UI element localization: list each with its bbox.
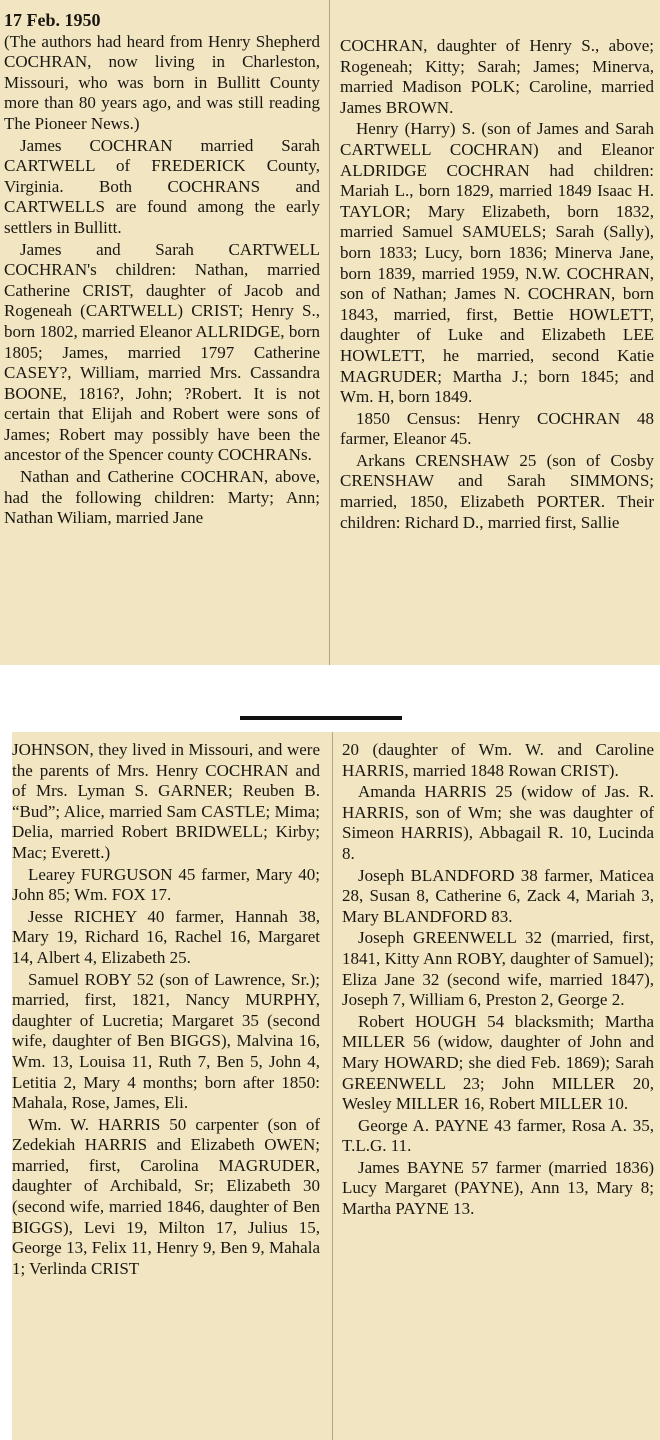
paragraph: James COCHRAN married Sarah CARTWELL of FREDERICK County, Virginia. Both COCHRANS and CARTWELLS are found among the early settlers in Bullitt. bbox=[4, 135, 320, 237]
paragraph: Amanda HARRIS 25 (widow of Jas. R. HARRIS, son of Wm; she was daughter of Simeon HARRIS), Abbagail R. 10, Lucinda 8. bbox=[342, 782, 654, 863]
paragraph: George A. PAYNE 43 farmer, Rosa A. 35, T.L.G. 11. bbox=[342, 1115, 654, 1156]
paragraph: 1850 Census: Henry COCHRAN 48 farmer, Eleanor 45. bbox=[340, 408, 654, 449]
column-left bbox=[12, 732, 320, 1279]
paragraph: Learey FURGUSON 45 farmer, Mary 40; John 85; Wm. FOX 17. bbox=[12, 864, 320, 905]
separator-gap bbox=[0, 665, 660, 732]
paragraph: Joseph BLANDFORD 38 farmer, Maticea 28, Susan 8, Catherine 6, Zack 4, Mariah 3, Mary BLANDFORD 83. bbox=[342, 865, 654, 926]
paragraph: Robert HOUGH 54 blacksmith; Martha MILLER 56 (widow, daughter of John and Mary HOWARD; she died Feb. 1869); Sarah GREENWELL 23; John MILLER 20, Wesley MILLER 16, Robert MILLER 10. bbox=[342, 1011, 654, 1114]
paragraph: Wm. W. HARRIS 50 carpenter (son of Zedekiah HARRIS and Elizabeth OWEN; married, first, Carolina MAGRUDER, daughter of Archibald, Sr; Elizabeth 30 (second wife, married 1846, daughter of Ben BIGGS), Levi 19, Milton 17, Julius 15, George 13, Felix 11, Henry 9, Ben 9, Mahala 1; Verlinda CRIST bbox=[12, 1114, 320, 1278]
paragraph: James BAYNE 57 farmer (married 1836) Lucy Margaret (PAYNE), Ann 13, Mary 8; Martha PAYNE 13. bbox=[342, 1157, 654, 1219]
clipping-bottom bbox=[12, 732, 660, 1440]
paragraph: Joseph GREENWELL 32 (married, first, 1841, Kitty Ann ROBY, daughter of Samuel); Eliza Jane 32 (second wife, married 1847), Joseph 7, William 6, Preston 2, George 2. bbox=[342, 928, 654, 1010]
column-gutter bbox=[329, 0, 330, 665]
paragraph: JOHNSON, they lived in Missouri, and were the parents of Mrs. Henry COCHRAN and of Mrs. Lyman S. GARNER; Reuben B. “Bud”; Alice, married Sam CASTLE; Mima; Delia, married Robert BRIDWELL; Kirby; Mac; Everett.) bbox=[12, 740, 320, 862]
paragraph: Jesse RICHEY 40 farmer, Hannah 38, Mary 19, Richard 16, Rachel 16, Margaret 14, Albert 4, Elizabeth 25. bbox=[12, 906, 320, 967]
column-gutter bbox=[332, 732, 333, 1440]
paragraph: (The authors had heard from Henry Shepherd COCHRAN, now living in Charleston, Missouri, who was born in Bullitt County more than 80 years ago, and was still reading The Pioneer News.) bbox=[4, 31, 320, 133]
paragraph: James and Sarah CARTWELL COCHRAN's children: Nathan, married Catherine CRIST, daughter of Jacob and Rogeneah (CARTWELL) CRIST; Henry S., born 1802, married Eleanor ALLRIDGE, born 1805; James, married 1797 Catherine CASEY?, William, married Mrs. Cassandra BOONE, 1816?, John; ?Robert. It is not certain that Elijah and Robert were sons of James; Robert may possibly have been the ancestor of the Spencer county COCHRANs. bbox=[4, 239, 320, 465]
clipping-top bbox=[0, 0, 660, 665]
column-right bbox=[340, 0, 654, 533]
paragraph: 20 (daughter of Wm. W. and Caroline HARRIS, married 1848 Rowan CRIST). bbox=[342, 740, 654, 780]
paragraph: Arkans CRENSHAW 25 (son of Cosby CRENSHAW and Sarah SIMMONS; married, 1850, Elizabeth PORTER. Their children: Richard D., married first, Sallie bbox=[340, 450, 654, 532]
dateline: 17 Feb. 1950 bbox=[4, 10, 101, 30]
paragraph: Nathan and Catherine COCHRAN, above, had the following children: Marty; Ann; Nathan Wiliam, married Jane bbox=[4, 467, 320, 528]
column-right bbox=[342, 732, 654, 1220]
paragraph: Samuel ROBY 52 (son of Lawrence, Sr.); married, first, 1821, Nancy MURPHY, daughter of Lucretia; Margaret 35 (second wife, daughter of Ben BIGGS), Malvina 16, Wm. 13, Louisa 11, Ruth 7, Ben 5, John 4, Letitia 2, Mary 4 months; born after 1850: Mahala, Rose, James, Eli. bbox=[12, 969, 320, 1113]
separator-rule bbox=[240, 716, 402, 720]
column-left bbox=[4, 0, 320, 529]
paragraph: COCHRAN, daughter of Henry S., above; Rogeneah; Kitty; Sarah; James; Minerva, married Madison POLK; Caroline, married James BROWN. bbox=[340, 36, 654, 117]
paragraph: Henry (Harry) S. (son of James and Sarah CARTWELL COCHRAN) and Eleanor ALDRIDGE COCHRAN had children: Mariah L., born 1829, married 1849 Isaac H. TAYLOR; Mary Elizabeth, born 1832, married Samuel SAMUELS; Sarah (Sally), born 1833; Lucy, born 1836; Minerva Jane, born 1839, married 1959, N.W. COCHRAN, son of Nathan; James N. COCHRAN, born 1843, married, first, Bettie HOWLETT, daughter of Luke and Elizabeth LEE HOWLETT, he married, second Katie MAGRUDER; Martha J.; born 1845; and Wm. H, born 1849. bbox=[340, 119, 654, 407]
